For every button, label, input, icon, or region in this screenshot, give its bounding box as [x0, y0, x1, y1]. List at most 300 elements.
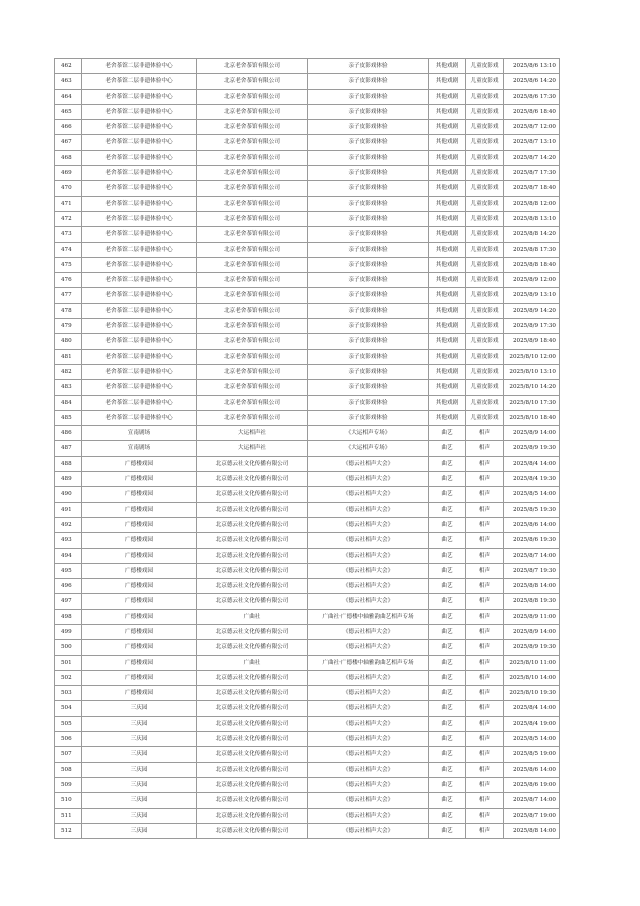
cell-organizer: 北京老舍茶馆有限公司 [197, 135, 308, 150]
cell-organizer: 北京老舍茶馆有限公司 [197, 227, 308, 242]
cell-program-name: 广曲社·广德楼中轴雅韵曲艺相声专场 [308, 655, 429, 670]
cell-row-number: 463 [55, 74, 82, 89]
cell-venue: 老舍茶馆二层非遗体验中心 [82, 196, 197, 211]
table-row [55, 472, 560, 487]
cell-category: 相声 [466, 655, 504, 670]
cell-row-number: 473 [55, 227, 82, 242]
cell-genre: 其他戏剧 [429, 395, 466, 410]
cell-category: 儿童皮影戏 [466, 364, 504, 379]
cell-genre: 其他戏剧 [429, 196, 466, 211]
cell-program-name: 亲子皮影戏体验 [308, 242, 429, 257]
cell-category: 儿童皮影戏 [466, 166, 504, 181]
cell-category: 儿童皮影戏 [466, 211, 504, 226]
table-row [55, 594, 560, 609]
table-row [55, 441, 560, 456]
table-row [55, 823, 560, 838]
cell-category: 相声 [466, 456, 504, 471]
cell-show-time: 2025/8/6 18:40 [504, 104, 560, 119]
cell-venue: 三庆园 [82, 823, 197, 838]
cell-program-name: 《大运相声专场》 [308, 426, 429, 441]
cell-row-number: 493 [55, 533, 82, 548]
cell-program-name: 《德云社相声大会》 [308, 716, 429, 731]
cell-show-time: 2025/8/9 18:40 [504, 334, 560, 349]
cell-venue: 三庆园 [82, 777, 197, 792]
cell-program-name: 《德云社相声大会》 [308, 777, 429, 792]
cell-venue: 老舍茶馆二层非遗体验中心 [82, 211, 197, 226]
cell-row-number: 501 [55, 655, 82, 670]
cell-genre: 其他戏剧 [429, 104, 466, 119]
cell-program-name: 亲子皮影戏体验 [308, 257, 429, 272]
cell-program-name: 《德云社相声大会》 [308, 747, 429, 762]
cell-category: 相声 [466, 563, 504, 578]
cell-venue: 三庆园 [82, 716, 197, 731]
cell-row-number: 478 [55, 303, 82, 318]
cell-row-number: 471 [55, 196, 82, 211]
table-row [55, 762, 560, 777]
cell-organizer: 北京老舍茶馆有限公司 [197, 273, 308, 288]
table-row [55, 395, 560, 410]
cell-genre: 其他戏剧 [429, 410, 466, 425]
cell-row-number: 462 [55, 59, 82, 74]
cell-genre: 其他戏剧 [429, 211, 466, 226]
cell-category: 儿童皮影戏 [466, 410, 504, 425]
cell-program-name: 亲子皮影戏体验 [308, 273, 429, 288]
cell-category: 相声 [466, 670, 504, 685]
cell-organizer: 北京老舍茶馆有限公司 [197, 59, 308, 74]
cell-row-number: 497 [55, 594, 82, 609]
table-row [55, 211, 560, 226]
cell-show-time: 2025/8/8 14:00 [504, 579, 560, 594]
cell-genre: 其他戏剧 [429, 59, 466, 74]
cell-organizer: 北京德云社文化传播有限公司 [197, 777, 308, 792]
cell-program-name: 亲子皮影戏体验 [308, 410, 429, 425]
cell-venue: 老舍茶馆二层非遗体验中心 [82, 349, 197, 364]
table-row [55, 104, 560, 119]
cell-genre: 曲艺 [429, 533, 466, 548]
cell-show-time: 2025/8/8 13:10 [504, 211, 560, 226]
cell-category: 相声 [466, 548, 504, 563]
cell-row-number: 506 [55, 732, 82, 747]
cell-category: 相声 [466, 823, 504, 838]
table-row [55, 166, 560, 181]
cell-category: 儿童皮影戏 [466, 257, 504, 272]
cell-organizer: 北京老舍茶馆有限公司 [197, 104, 308, 119]
table-row [55, 533, 560, 548]
table-row [55, 609, 560, 624]
table-row [55, 59, 560, 74]
table-body [55, 59, 560, 839]
cell-genre: 其他戏剧 [429, 334, 466, 349]
cell-row-number: 470 [55, 181, 82, 196]
cell-show-time: 2025/8/4 14:00 [504, 456, 560, 471]
cell-venue: 广德楼戏园 [82, 579, 197, 594]
performance-schedule-table [54, 58, 560, 839]
cell-venue: 三庆园 [82, 762, 197, 777]
cell-genre: 曲艺 [429, 640, 466, 655]
table-row [55, 502, 560, 517]
cell-program-name: 《德云社相声大会》 [308, 701, 429, 716]
table-row [55, 319, 560, 334]
cell-organizer: 北京德云社文化传播有限公司 [197, 456, 308, 471]
cell-row-number: 490 [55, 487, 82, 502]
cell-show-time: 2025/8/5 19:00 [504, 747, 560, 762]
cell-category: 儿童皮影戏 [466, 104, 504, 119]
cell-organizer: 北京德云社文化传播有限公司 [197, 579, 308, 594]
cell-venue: 老舍茶馆二层非遗体验中心 [82, 181, 197, 196]
table-row [55, 487, 560, 502]
cell-program-name: 亲子皮影戏体验 [308, 150, 429, 165]
table-row [55, 548, 560, 563]
cell-row-number: 494 [55, 548, 82, 563]
cell-row-number: 464 [55, 89, 82, 104]
cell-program-name: 亲子皮影戏体验 [308, 395, 429, 410]
cell-organizer: 北京老舍茶馆有限公司 [197, 349, 308, 364]
table-row [55, 579, 560, 594]
cell-venue: 老舍茶馆二层非遗体验中心 [82, 120, 197, 135]
cell-row-number: 465 [55, 104, 82, 119]
cell-show-time: 2025/8/4 14:00 [504, 701, 560, 716]
cell-row-number: 512 [55, 823, 82, 838]
cell-organizer: 北京德云社文化传播有限公司 [197, 472, 308, 487]
cell-program-name: 亲子皮影戏体验 [308, 104, 429, 119]
cell-genre: 曲艺 [429, 426, 466, 441]
cell-category: 相声 [466, 777, 504, 792]
cell-venue: 老舍茶馆二层非遗体验中心 [82, 242, 197, 257]
cell-show-time: 2025/8/9 19:30 [504, 441, 560, 456]
cell-organizer: 北京德云社文化传播有限公司 [197, 640, 308, 655]
cell-show-time: 2025/8/6 14:00 [504, 762, 560, 777]
cell-program-name: 《德云社相声大会》 [308, 808, 429, 823]
cell-venue: 广德楼戏园 [82, 563, 197, 578]
cell-show-time: 2025/8/5 14:00 [504, 487, 560, 502]
cell-program-name: 《德云社相声大会》 [308, 579, 429, 594]
cell-program-name: 《德云社相声大会》 [308, 502, 429, 517]
cell-genre: 曲艺 [429, 762, 466, 777]
cell-venue: 三庆园 [82, 808, 197, 823]
cell-row-number: 469 [55, 166, 82, 181]
cell-category: 相声 [466, 579, 504, 594]
cell-category: 儿童皮影戏 [466, 227, 504, 242]
cell-organizer: 北京老舍茶馆有限公司 [197, 395, 308, 410]
cell-show-time: 2025/8/7 18:40 [504, 181, 560, 196]
table-row [55, 777, 560, 792]
cell-genre: 曲艺 [429, 777, 466, 792]
cell-venue: 老舍茶馆二层非遗体验中心 [82, 303, 197, 318]
table-row [55, 334, 560, 349]
cell-program-name: 《德云社相声大会》 [308, 456, 429, 471]
cell-genre: 曲艺 [429, 655, 466, 670]
cell-organizer: 北京德云社文化传播有限公司 [197, 548, 308, 563]
cell-organizer: 北京老舍茶馆有限公司 [197, 288, 308, 303]
cell-genre: 曲艺 [429, 747, 466, 762]
cell-category: 相声 [466, 487, 504, 502]
cell-show-time: 2025/8/7 13:10 [504, 135, 560, 150]
cell-genre: 其他戏剧 [429, 288, 466, 303]
table-row [55, 74, 560, 89]
cell-venue: 广德楼戏园 [82, 640, 197, 655]
cell-venue: 广德楼戏园 [82, 517, 197, 532]
cell-category: 相声 [466, 502, 504, 517]
cell-category: 相声 [466, 441, 504, 456]
cell-organizer: 北京老舍茶馆有限公司 [197, 410, 308, 425]
cell-organizer: 北京老舍茶馆有限公司 [197, 181, 308, 196]
cell-row-number: 489 [55, 472, 82, 487]
cell-genre: 曲艺 [429, 456, 466, 471]
cell-genre: 曲艺 [429, 793, 466, 808]
cell-show-time: 2025/8/10 17:30 [504, 395, 560, 410]
cell-organizer: 北京老舍茶馆有限公司 [197, 364, 308, 379]
cell-organizer: 北京德云社文化传播有限公司 [197, 563, 308, 578]
cell-genre: 其他戏剧 [429, 227, 466, 242]
table-row [55, 456, 560, 471]
cell-program-name: 《德云社相声大会》 [308, 732, 429, 747]
cell-category: 儿童皮影戏 [466, 380, 504, 395]
cell-program-name: 《德云社相声大会》 [308, 624, 429, 639]
cell-show-time: 2025/8/9 14:00 [504, 426, 560, 441]
cell-organizer: 北京老舍茶馆有限公司 [197, 211, 308, 226]
cell-show-time: 2025/8/10 18:40 [504, 410, 560, 425]
cell-program-name: 《德云社相声大会》 [308, 686, 429, 701]
cell-venue: 宣南剧场 [82, 426, 197, 441]
cell-genre: 曲艺 [429, 548, 466, 563]
cell-venue: 三庆园 [82, 793, 197, 808]
cell-organizer: 北京老舍茶馆有限公司 [197, 334, 308, 349]
cell-category: 相声 [466, 793, 504, 808]
cell-show-time: 2025/8/7 17:30 [504, 166, 560, 181]
cell-show-time: 2025/8/9 12:00 [504, 273, 560, 288]
cell-row-number: 481 [55, 349, 82, 364]
cell-category: 儿童皮影戏 [466, 120, 504, 135]
cell-row-number: 496 [55, 579, 82, 594]
cell-genre: 其他戏剧 [429, 349, 466, 364]
cell-category: 相声 [466, 716, 504, 731]
cell-category: 儿童皮影戏 [466, 196, 504, 211]
cell-program-name: 《大运相声专场》 [308, 441, 429, 456]
cell-show-time: 2025/8/8 17:30 [504, 242, 560, 257]
cell-category: 相声 [466, 732, 504, 747]
cell-row-number: 502 [55, 670, 82, 685]
table-row [55, 349, 560, 364]
cell-category: 相声 [466, 533, 504, 548]
cell-row-number: 492 [55, 517, 82, 532]
table-row [55, 793, 560, 808]
cell-row-number: 472 [55, 211, 82, 226]
cell-genre: 曲艺 [429, 670, 466, 685]
cell-venue: 老舍茶馆二层非遗体验中心 [82, 59, 197, 74]
cell-row-number: 495 [55, 563, 82, 578]
cell-program-name: 亲子皮影戏体验 [308, 227, 429, 242]
cell-category: 相声 [466, 808, 504, 823]
table-row [55, 303, 560, 318]
cell-show-time: 2025/8/9 14:20 [504, 303, 560, 318]
cell-category: 儿童皮影戏 [466, 395, 504, 410]
cell-row-number: 504 [55, 701, 82, 716]
cell-organizer: 北京老舍茶馆有限公司 [197, 74, 308, 89]
table-row [55, 227, 560, 242]
cell-show-time: 2025/8/9 19:30 [504, 640, 560, 655]
cell-venue: 老舍茶馆二层非遗体验中心 [82, 288, 197, 303]
cell-row-number: 485 [55, 410, 82, 425]
cell-row-number: 483 [55, 380, 82, 395]
cell-show-time: 2025/8/9 17:30 [504, 319, 560, 334]
table-row [55, 640, 560, 655]
table-row [55, 701, 560, 716]
cell-category: 儿童皮影戏 [466, 150, 504, 165]
cell-show-time: 2025/8/8 14:00 [504, 823, 560, 838]
cell-venue: 老舍茶馆二层非遗体验中心 [82, 74, 197, 89]
cell-venue: 老舍茶馆二层非遗体验中心 [82, 227, 197, 242]
table-row [55, 273, 560, 288]
cell-organizer: 广曲社 [197, 655, 308, 670]
cell-row-number: 500 [55, 640, 82, 655]
cell-program-name: 亲子皮影戏体验 [308, 319, 429, 334]
cell-show-time: 2025/8/7 14:00 [504, 548, 560, 563]
table-row [55, 624, 560, 639]
cell-show-time: 2025/8/6 19:30 [504, 533, 560, 548]
cell-genre: 其他戏剧 [429, 150, 466, 165]
cell-show-time: 2025/8/7 19:30 [504, 563, 560, 578]
table-row [55, 808, 560, 823]
cell-venue: 三庆园 [82, 701, 197, 716]
cell-show-time: 2025/8/9 13:10 [504, 288, 560, 303]
cell-venue: 广德楼戏园 [82, 655, 197, 670]
cell-genre: 曲艺 [429, 563, 466, 578]
cell-category: 儿童皮影戏 [466, 273, 504, 288]
cell-genre: 曲艺 [429, 594, 466, 609]
cell-program-name: 亲子皮影戏体验 [308, 303, 429, 318]
table-row [55, 563, 560, 578]
cell-category: 相声 [466, 747, 504, 762]
cell-row-number: 476 [55, 273, 82, 288]
cell-venue: 老舍茶馆二层非遗体验中心 [82, 166, 197, 181]
cell-venue: 广德楼戏园 [82, 594, 197, 609]
cell-venue: 广德楼戏园 [82, 609, 197, 624]
table-row [55, 150, 560, 165]
cell-show-time: 2025/8/8 14:20 [504, 227, 560, 242]
cell-show-time: 2025/8/6 17:30 [504, 89, 560, 104]
cell-program-name: 亲子皮影戏体验 [308, 196, 429, 211]
cell-venue: 老舍茶馆二层非遗体验中心 [82, 273, 197, 288]
cell-genre: 其他戏剧 [429, 273, 466, 288]
cell-program-name: 《德云社相声大会》 [308, 793, 429, 808]
cell-show-time: 2025/8/10 19:30 [504, 686, 560, 701]
table-row [55, 410, 560, 425]
cell-category: 儿童皮影戏 [466, 89, 504, 104]
cell-venue: 广德楼戏园 [82, 548, 197, 563]
cell-category: 相声 [466, 640, 504, 655]
cell-genre: 曲艺 [429, 441, 466, 456]
cell-organizer: 广曲社 [197, 609, 308, 624]
cell-venue: 老舍茶馆二层非遗体验中心 [82, 257, 197, 272]
cell-program-name: 《德云社相声大会》 [308, 548, 429, 563]
cell-program-name: 广曲社·广德楼中轴雅韵曲艺相声专场 [308, 609, 429, 624]
cell-show-time: 2025/8/6 14:20 [504, 74, 560, 89]
cell-show-time: 2025/8/10 14:20 [504, 380, 560, 395]
cell-venue: 广德楼戏园 [82, 487, 197, 502]
cell-show-time: 2025/8/10 12:00 [504, 349, 560, 364]
cell-row-number: 479 [55, 319, 82, 334]
cell-program-name: 《德云社相声大会》 [308, 563, 429, 578]
cell-venue: 老舍茶馆二层非遗体验中心 [82, 135, 197, 150]
cell-category: 相声 [466, 517, 504, 532]
cell-show-time: 2025/8/10 11:00 [504, 655, 560, 670]
cell-organizer: 北京德云社文化传播有限公司 [197, 762, 308, 777]
cell-genre: 曲艺 [429, 487, 466, 502]
cell-genre: 曲艺 [429, 686, 466, 701]
cell-show-time: 2025/8/9 11:00 [504, 609, 560, 624]
cell-program-name: 亲子皮影戏体验 [308, 380, 429, 395]
table-row [55, 120, 560, 135]
cell-category: 儿童皮影戏 [466, 319, 504, 334]
table-row [55, 747, 560, 762]
cell-genre: 曲艺 [429, 808, 466, 823]
cell-organizer: 北京老舍茶馆有限公司 [197, 242, 308, 257]
cell-venue: 宣南剧场 [82, 441, 197, 456]
cell-category: 相声 [466, 594, 504, 609]
cell-row-number: 487 [55, 441, 82, 456]
cell-show-time: 2025/8/5 14:00 [504, 732, 560, 747]
cell-show-time: 2025/8/5 19:30 [504, 502, 560, 517]
cell-row-number: 484 [55, 395, 82, 410]
cell-category: 儿童皮影戏 [466, 74, 504, 89]
cell-genre: 其他戏剧 [429, 166, 466, 181]
cell-venue: 老舍茶馆二层非遗体验中心 [82, 104, 197, 119]
cell-genre: 曲艺 [429, 609, 466, 624]
cell-organizer: 北京德云社文化传播有限公司 [197, 686, 308, 701]
cell-organizer: 北京老舍茶馆有限公司 [197, 257, 308, 272]
cell-show-time: 2025/8/6 14:00 [504, 517, 560, 532]
cell-program-name: 亲子皮影戏体验 [308, 364, 429, 379]
cell-organizer: 北京德云社文化传播有限公司 [197, 823, 308, 838]
cell-show-time: 2025/8/8 12:00 [504, 196, 560, 211]
cell-venue: 老舍茶馆二层非遗体验中心 [82, 334, 197, 349]
cell-venue: 三庆园 [82, 732, 197, 747]
cell-organizer: 北京老舍茶馆有限公司 [197, 89, 308, 104]
cell-genre: 其他戏剧 [429, 242, 466, 257]
cell-genre: 曲艺 [429, 624, 466, 639]
cell-organizer: 北京德云社文化传播有限公司 [197, 732, 308, 747]
cell-organizer: 北京老舍茶馆有限公司 [197, 303, 308, 318]
cell-genre: 其他戏剧 [429, 364, 466, 379]
cell-organizer: 北京德云社文化传播有限公司 [197, 533, 308, 548]
cell-category: 儿童皮影戏 [466, 59, 504, 74]
cell-category: 相声 [466, 624, 504, 639]
table-row [55, 89, 560, 104]
table-row [55, 364, 560, 379]
cell-organizer: 北京德云社文化传播有限公司 [197, 701, 308, 716]
table-row [55, 517, 560, 532]
cell-organizer: 北京德云社文化传播有限公司 [197, 793, 308, 808]
cell-row-number: 511 [55, 808, 82, 823]
cell-venue: 老舍茶馆二层非遗体验中心 [82, 150, 197, 165]
cell-show-time: 2025/8/10 14:00 [504, 670, 560, 685]
cell-show-time: 2025/8/10 13:10 [504, 364, 560, 379]
cell-program-name: 《德云社相声大会》 [308, 823, 429, 838]
cell-row-number: 477 [55, 288, 82, 303]
cell-genre: 曲艺 [429, 579, 466, 594]
cell-show-time: 2025/8/4 19:00 [504, 716, 560, 731]
cell-show-time: 2025/8/7 14:00 [504, 793, 560, 808]
cell-program-name: 亲子皮影戏体验 [308, 120, 429, 135]
table-row [55, 257, 560, 272]
cell-show-time: 2025/8/4 19:30 [504, 472, 560, 487]
cell-program-name: 亲子皮影戏体验 [308, 89, 429, 104]
cell-organizer: 北京老舍茶馆有限公司 [197, 150, 308, 165]
cell-row-number: 482 [55, 364, 82, 379]
cell-program-name: 亲子皮影戏体验 [308, 181, 429, 196]
cell-genre: 曲艺 [429, 716, 466, 731]
cell-category: 儿童皮影戏 [466, 349, 504, 364]
